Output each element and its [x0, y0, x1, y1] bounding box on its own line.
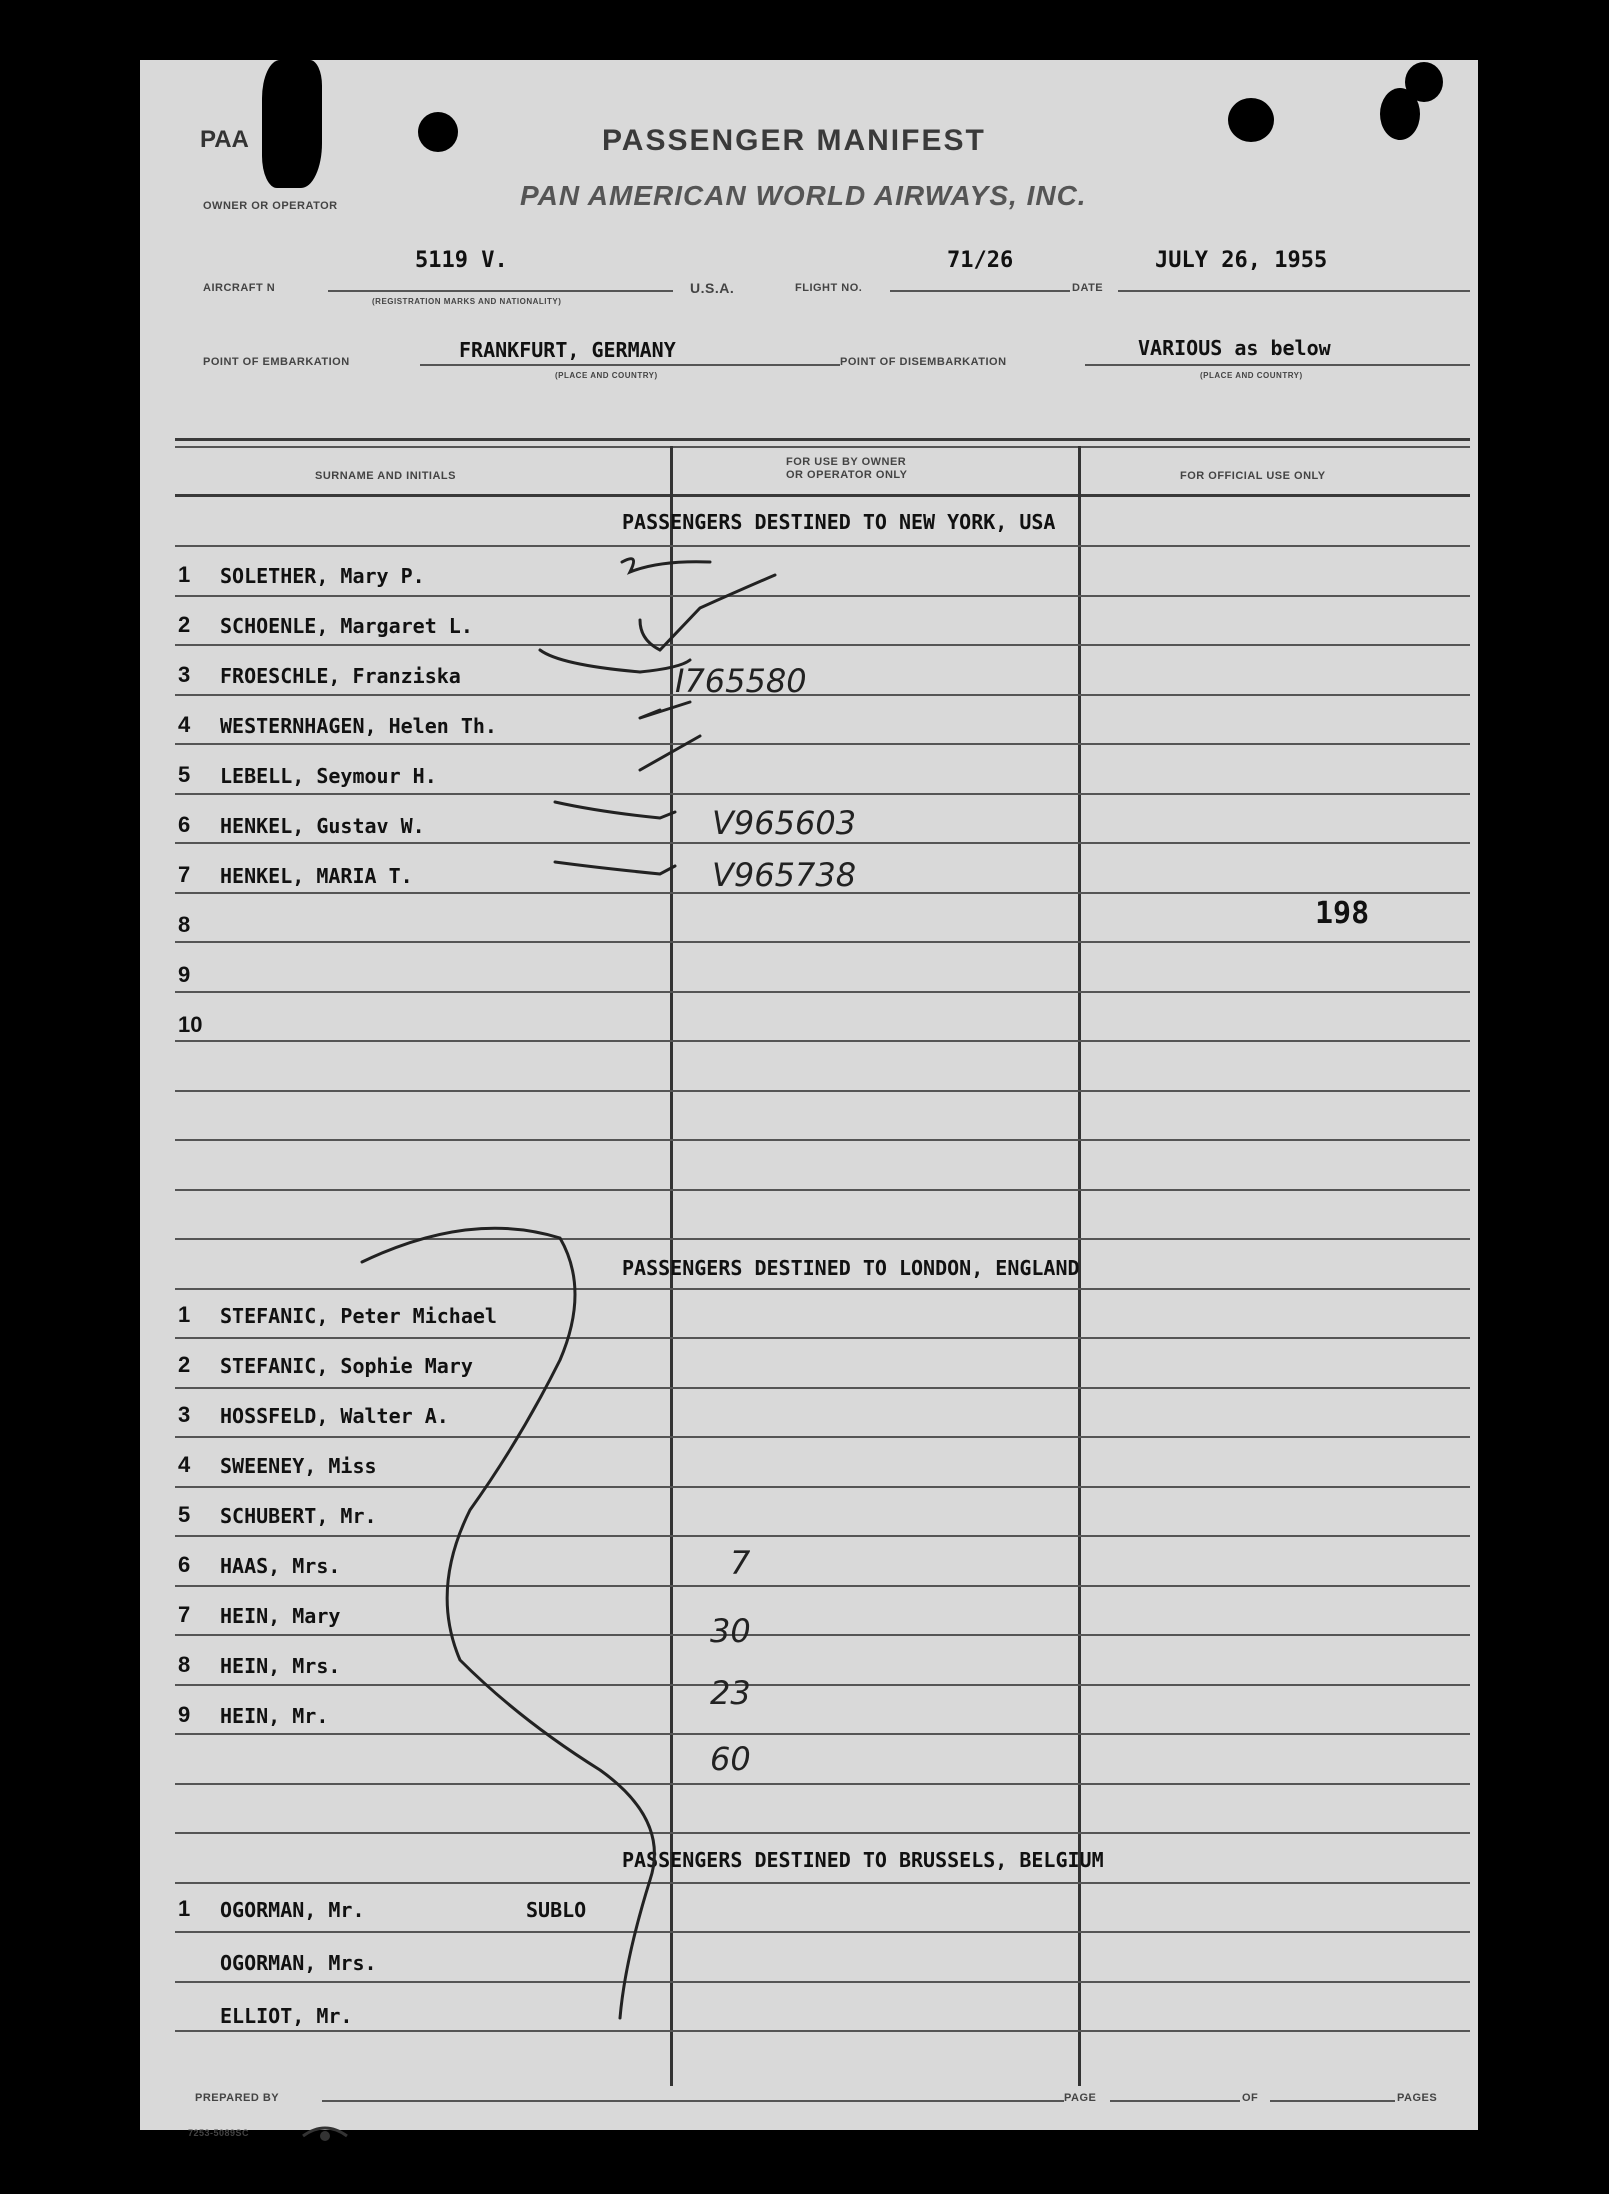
ruled-line — [175, 1486, 1470, 1488]
passenger-name: SCHOENLE, Margaret L. — [220, 614, 473, 638]
pages-label: PAGES — [1397, 2092, 1438, 2104]
disembarkation-place-label: (PLACE AND COUNTRY) — [1200, 371, 1303, 380]
svg-text:23: 23 — [710, 1674, 751, 1712]
row-number: 8 — [178, 1652, 191, 1677]
svg-text:7: 7 — [730, 1544, 751, 1582]
ruled-line — [175, 694, 1470, 696]
passenger-name: HENKEL, Gustav W. — [220, 814, 425, 838]
row-number: 9 — [178, 962, 191, 987]
passenger-name: HAAS, Mrs. — [220, 1554, 341, 1578]
ruled-line — [175, 1535, 1470, 1537]
column-surname: SURNAME AND INITIALS — [315, 470, 456, 482]
passenger-note: SUBLO — [526, 1898, 587, 1922]
ruled-line — [175, 941, 1470, 943]
ruled-line — [175, 1783, 1470, 1785]
passenger-name: HENKEL, MARIA T. — [220, 864, 413, 888]
ruled-line — [175, 2030, 1470, 2032]
ruled-line — [175, 1189, 1470, 1191]
row-number: 8 — [178, 912, 191, 937]
ruled-line — [175, 1931, 1470, 1933]
prepared-by-label: PREPARED BY — [195, 2092, 280, 2104]
ruled-line — [175, 1436, 1470, 1438]
ruled-line — [175, 1981, 1470, 1983]
passenger-name: HEIN, Mrs. — [220, 1654, 341, 1678]
embarkation-line — [420, 364, 840, 366]
svg-text:V965738: V965738 — [712, 856, 857, 894]
passenger-name: HEIN, Mr. — [220, 1704, 329, 1728]
manifest-title: PASSENGER MANIFEST — [602, 124, 986, 157]
ruled-line — [175, 545, 1470, 547]
ruled-line — [175, 1585, 1470, 1587]
passenger-name: SOLETHER, Mary P. — [220, 564, 425, 588]
ruled-line — [175, 1832, 1470, 1834]
passenger-name: SWEENEY, Miss — [220, 1454, 377, 1478]
punch-hole — [1228, 98, 1274, 142]
row-number: 5 — [178, 762, 191, 787]
table-top-rule — [175, 438, 1470, 441]
ruled-line — [175, 1733, 1470, 1735]
svg-text:30: 30 — [710, 1612, 751, 1650]
ruled-line — [175, 892, 1470, 894]
ruled-line — [175, 1684, 1470, 1686]
ruled-line — [175, 1387, 1470, 1389]
section-heading-new-york: PASSENGERS DESTINED TO NEW YORK, USA — [622, 510, 1056, 534]
ruled-line — [175, 743, 1470, 745]
row-number: 6 — [178, 812, 191, 837]
registration-label: (REGISTRATION MARKS AND NATIONALITY) — [372, 297, 562, 306]
page-label: PAGE — [1064, 2092, 1097, 2104]
punch-hole — [418, 112, 458, 152]
disembarkation-label: POINT OF DISEMBARKATION — [840, 356, 1007, 368]
disembarkation-line — [1085, 364, 1470, 366]
flight-date: JULY 26, 1955 — [1155, 248, 1328, 273]
row-number: 1 — [178, 562, 191, 587]
disembarkation-value: VARIOUS as below — [1138, 336, 1331, 360]
ruled-line — [175, 595, 1470, 597]
section-heading-london: PASSENGERS DESTINED TO LONDON, ENGLAND — [622, 1256, 1080, 1280]
row-number: 2 — [178, 1352, 191, 1377]
ruled-line — [175, 1634, 1470, 1636]
airline-name: PAN AMERICAN WORLD AIRWAYS, INC. — [520, 180, 1087, 211]
ruled-line — [175, 1882, 1470, 1884]
passenger-name: HEIN, Mary — [220, 1604, 341, 1628]
ruled-line — [175, 793, 1470, 795]
usa-label: U.S.A. — [690, 280, 735, 296]
passenger-name: OGORMAN, Mrs. — [220, 1951, 377, 1975]
ruled-line — [175, 1090, 1470, 1092]
row-number: 4 — [178, 712, 191, 737]
column-official: FOR OFFICIAL USE ONLY — [1180, 470, 1326, 482]
passenger-name: STEFANIC, Peter Michael — [220, 1304, 497, 1328]
passenger-name: SCHUBERT, Mr. — [220, 1504, 377, 1528]
row-number: 3 — [178, 1402, 191, 1427]
flight-number: 71/26 — [947, 248, 1014, 273]
aircraft-value: 5119 V. — [415, 248, 508, 273]
ruled-line — [175, 1040, 1470, 1042]
ruled-line — [175, 1288, 1470, 1290]
row-number: 7 — [178, 862, 191, 887]
row-number: 3 — [178, 662, 191, 687]
page-line — [1110, 2100, 1240, 2102]
column-operator-b: OR OPERATOR ONLY — [786, 469, 908, 481]
svg-text:V965603: V965603 — [712, 804, 857, 842]
embarkation-label: POINT OF EMBARKATION — [203, 356, 350, 368]
section-heading-brussels: PASSENGERS DESTINED TO BRUSSELS, BELGIUM — [622, 1848, 1104, 1872]
embarkation-value: FRANKFURT, GERMANY — [459, 338, 676, 362]
row-number: 4 — [178, 1452, 191, 1477]
passenger-name: OGORMAN, Mr. — [220, 1898, 365, 1922]
row-number: 2 — [178, 612, 191, 637]
ruled-line — [175, 842, 1470, 844]
svg-text:60: 60 — [710, 1740, 751, 1778]
passenger-name: STEFANIC, Sophie Mary — [220, 1354, 473, 1378]
column-operator-a: FOR USE BY OWNER — [786, 456, 907, 468]
row-number: 6 — [178, 1552, 191, 1577]
row-number: 7 — [178, 1602, 191, 1627]
ruled-line — [175, 1139, 1470, 1141]
row-number: 1 — [178, 1896, 191, 1921]
redaction-mark — [262, 60, 322, 188]
flight-label: FLIGHT NO. — [795, 282, 863, 294]
row-number: 1 — [178, 1302, 191, 1327]
punch-hole — [1405, 62, 1443, 102]
ruled-line — [175, 1337, 1470, 1339]
of-line — [1270, 2100, 1395, 2102]
passenger-name: HOSSFELD, Walter A. — [220, 1404, 449, 1428]
table-top-rule-2 — [175, 446, 1470, 448]
row-number: 5 — [178, 1502, 191, 1527]
passenger-name: ELLIOT, Mr. — [220, 2004, 353, 2028]
printer-seal-icon — [300, 2118, 350, 2144]
flight-line — [890, 290, 1070, 292]
prepared-line — [322, 2100, 1064, 2102]
owner-label: OWNER OR OPERATOR — [203, 200, 338, 212]
aircraft-label: AIRCRAFT N — [203, 282, 276, 294]
passenger-name: FROESCHLE, Franziska — [220, 664, 461, 688]
svg-text:I765580: I765580 — [675, 662, 807, 700]
passenger-name: WESTERNHAGEN, Helen Th. — [220, 714, 497, 738]
operator-code: PAA — [200, 126, 249, 153]
row-number: 9 — [178, 1702, 191, 1727]
official-stamp-number: 198 — [1315, 896, 1370, 931]
date-label: DATE — [1072, 282, 1104, 294]
ruled-line — [175, 644, 1470, 646]
row-number: 10 — [178, 1012, 203, 1037]
embarkation-place-label: (PLACE AND COUNTRY) — [555, 371, 658, 380]
of-label: OF — [1242, 2092, 1259, 2104]
passenger-name: LEBELL, Seymour H. — [220, 764, 437, 788]
aircraft-line — [328, 290, 673, 292]
date-line — [1118, 290, 1470, 292]
form-code: 7253-5089SC — [188, 2128, 250, 2138]
ruled-line — [175, 1238, 1470, 1240]
ruled-line — [175, 991, 1470, 993]
header-bottom-rule — [175, 494, 1470, 497]
